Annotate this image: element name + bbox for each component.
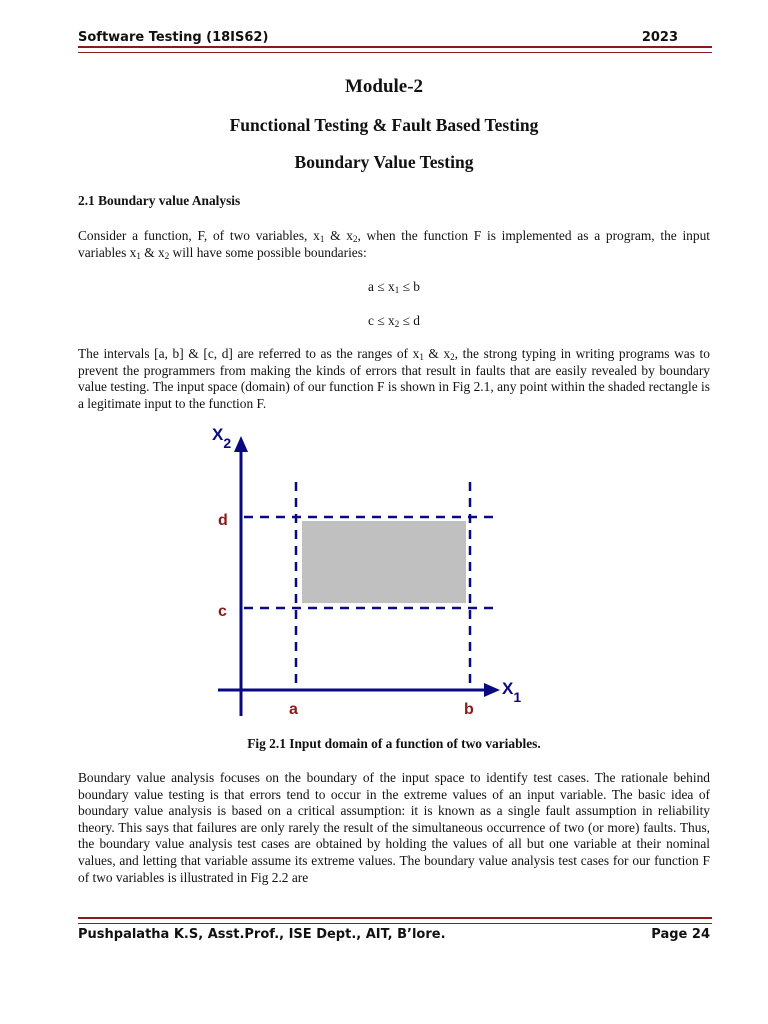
- paragraph-bva: Boundary value analysis focuses on the boundary of the input space to identify test cases. The rationale behind boundary value testing is that errors tend to occur in the extreme values of an input variable. The basic idea of boundary value analysis is based on a critical assumption: it is known as a single fault assumption in reliability theory. This says that failures are only rarely the result of the simultaneous occurrence of two (or more) faults. Thus, the boundary value analysis test cases are obtained by holding the values of all but one variable at their nominal values, and letting that variable assume its extreme values. The boundary value analysis test cases for our function F of two variables is illustrated in Fig 2.2 are: [78, 770, 710, 885]
- figure-caption: Fig 2.1 Input domain of a function of two variables.: [247, 736, 541, 751]
- y-axis-arrowhead: [234, 436, 248, 452]
- label-a: a: [289, 701, 298, 718]
- chapter-title: Functional Testing & Fault Based Testing: [229, 115, 539, 135]
- footer-rule: [78, 917, 712, 924]
- x-axis-label: $X_1$: [502, 679, 522, 705]
- label-c: c: [218, 603, 227, 620]
- input-domain-figure: [200, 420, 540, 725]
- section-heading: 2.1 Boundary value Analysis: [78, 193, 241, 208]
- x-axis-arrowhead: [484, 683, 500, 697]
- legitimate-input-region: [302, 521, 466, 603]
- topic-title: Boundary Value Testing: [294, 152, 474, 172]
- paragraph-ranges: The intervals [a, b] & [c, d] are referred to as the ranges of $x_1$ & $x_2$, the strong typing in writing programs was to prevent the programmers from making the kinds of errors that result in faults that are easily revealed by boundary value testing. The input space (domain) of our function F is shown in Fig 2.1, any point within the shaded rectangle is a legitimate input to the function F.: [78, 346, 710, 411]
- boundary-x1: $a \le x_1 \le b$: [368, 279, 420, 295]
- label-b: b: [464, 701, 474, 718]
- header-rule: [78, 46, 712, 53]
- paragraph-intro: Consider a function, F, of two variables, $x_1$ & $x_2$, when the function F is implemented as a program, the input variables $x_1$ & $x_2$ will have some possible boundaries:: [78, 228, 710, 261]
- y-axis-label: $X_2$: [212, 425, 232, 451]
- label-d: d: [218, 512, 228, 529]
- module-title: Module-2: [344, 76, 424, 97]
- footer-author: Pushpalatha K.S, Asst.Prof., ISE Dept., AIT, B’lore.: [78, 927, 446, 942]
- header-course-title: Software Testing (18IS62): [78, 30, 269, 45]
- header-year: 2023: [641, 30, 678, 45]
- boundary-x2: $c \le x_2 \le d$: [368, 313, 420, 329]
- footer-page-number: Page 24: [651, 927, 710, 942]
